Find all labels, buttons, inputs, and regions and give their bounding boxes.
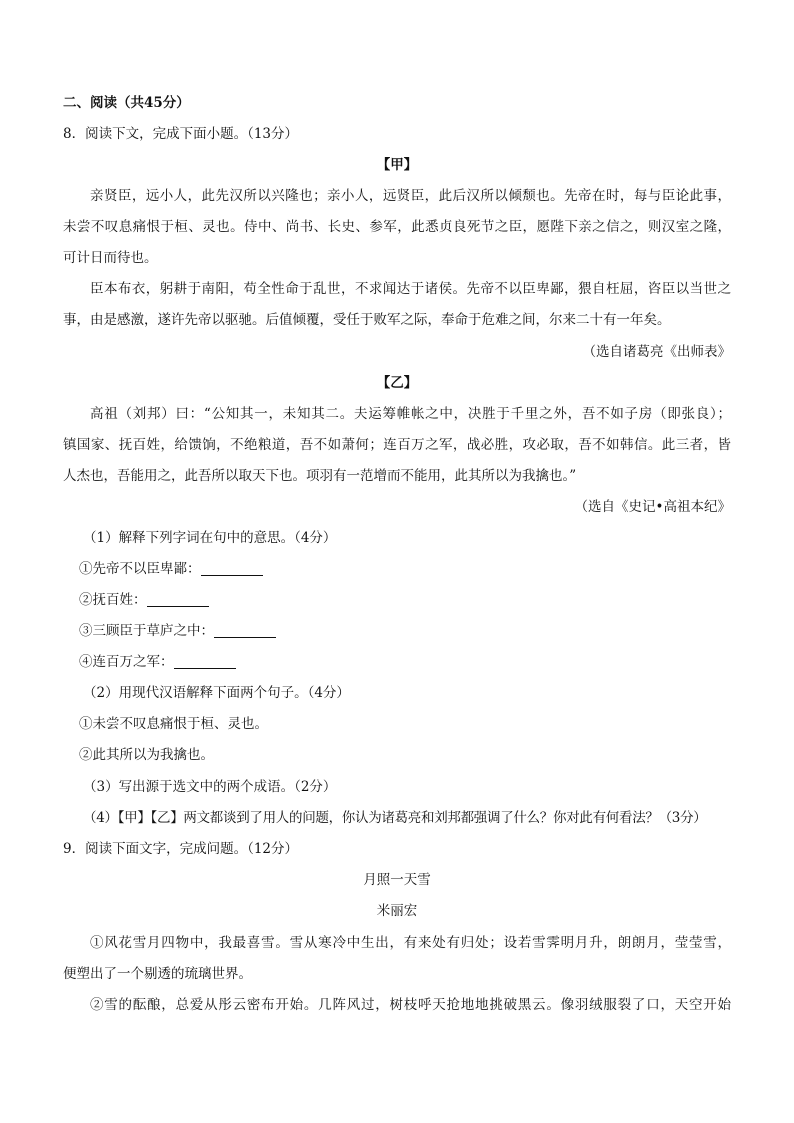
sub2-prompt: （2）用现代汉语解释下面两个句子。（4分） bbox=[83, 685, 350, 701]
article-title: 月照一天雪 bbox=[363, 872, 431, 888]
sub1-item-2: ②抚百姓： bbox=[79, 589, 209, 611]
sub4-prompt: （4）【甲】【乙】两文都谈到了用人的问题，你认为诸葛亮和刘邦都强调了什么？你对此有何看法？（3分） bbox=[83, 810, 707, 826]
article-author: 米丽宏 bbox=[376, 903, 418, 919]
passage-yi-line1: 高祖（刘邦）曰：“公知其一，未知其二。夫运筹帷帐之中，决胜于千里之外，吾不如子房（即张良）； bbox=[90, 406, 731, 422]
passage-jia-p1-line3: 可计日而待也。 bbox=[63, 250, 158, 266]
article-p2-line1: ②雪的酝酿，总爱从彤云密布开始。几阵风过，树枝呼天抢地地挑破黑云。像羽绒服裂了口，天空开始 bbox=[90, 997, 731, 1013]
article-p1-line1: ①风花雪月四物中，我最喜雪。雪从寒冷中生出，有来处有归处；设若雪霁明月升，朗朗月，莹莹雪， bbox=[90, 935, 731, 951]
passage-jia-p2-line2: 事，由是感激，遂许先帝以驱驰。后值倾覆，受任于败军之际，奉命于危难之间，尔来二十有一年矣。 bbox=[63, 312, 671, 328]
sub1-item-3: ③三顾臣于草庐之中： bbox=[79, 620, 276, 642]
answer-blank[interactable] bbox=[174, 654, 236, 669]
answer-blank[interactable] bbox=[147, 592, 209, 607]
sub1-prompt: （1）解释下列字词在句中的意思。（4分） bbox=[83, 530, 337, 546]
passage-jia-p1-line1: 亲贤臣，远小人，此先汉所以兴隆也；亲小人，远贤臣，此后汉所以倾颓也。先帝在时，每与臣论此事， bbox=[90, 188, 731, 204]
passage-yi-label: 【乙】 bbox=[376, 375, 418, 391]
sub2-item-1: ①未尝不叹息痛恨于桓、灵也。 bbox=[79, 716, 268, 732]
passage-jia-p1-line2: 未尝不叹息痛恨于桓、灵也。侍中、尚书、长史、参军，此悉贞良死节之臣，愿陛下亲之信之，则汉室之隆， bbox=[63, 219, 731, 235]
question-8-intro: 8．阅读下文，完成下面小题。（13分） bbox=[63, 126, 299, 142]
passage-jia-source: （选自诸葛亮《出师表》 bbox=[582, 344, 731, 360]
sub1-item-4: ④连百万之军： bbox=[79, 651, 236, 673]
passage-yi-line3: 人杰也，吾能用之，此吾所以取天下也。项羽有一范增而不能用，此其所以为我擒也。” bbox=[63, 468, 577, 484]
answer-blank[interactable] bbox=[201, 561, 263, 576]
sub3-prompt: （3）写出源于选文中的两个成语。（2分） bbox=[83, 779, 337, 795]
passage-yi-line2: 镇国家、抚百姓，给馈饷，不绝粮道，吾不如萧何；连百万之军，战必胜，攻必取，吾不如韩信。此三者，皆 bbox=[63, 437, 731, 453]
sub1-item-1: ①先帝不以臣卑鄙： bbox=[79, 558, 263, 580]
sub2-item-2: ②此其所以为我擒也。 bbox=[79, 747, 214, 763]
section-title: 二、阅读（共45分） bbox=[63, 95, 190, 111]
article-p1-line2: 便塑出了一个剔透的琉璃世界。 bbox=[63, 966, 252, 982]
passage-jia-p2-line1: 臣本布衣，躬耕于南阳，苟全性命于乱世，不求闻达于诸侯。先帝不以臣卑鄙，猥自枉屈，咨臣以当世之 bbox=[90, 281, 731, 297]
answer-blank[interactable] bbox=[214, 623, 276, 638]
question-9-intro: 9．阅读下面文字，完成问题。（12分） bbox=[63, 841, 299, 857]
passage-jia-label: 【甲】 bbox=[376, 157, 418, 173]
passage-yi-source: （选自《史记•高祖本纪》 bbox=[574, 499, 731, 515]
